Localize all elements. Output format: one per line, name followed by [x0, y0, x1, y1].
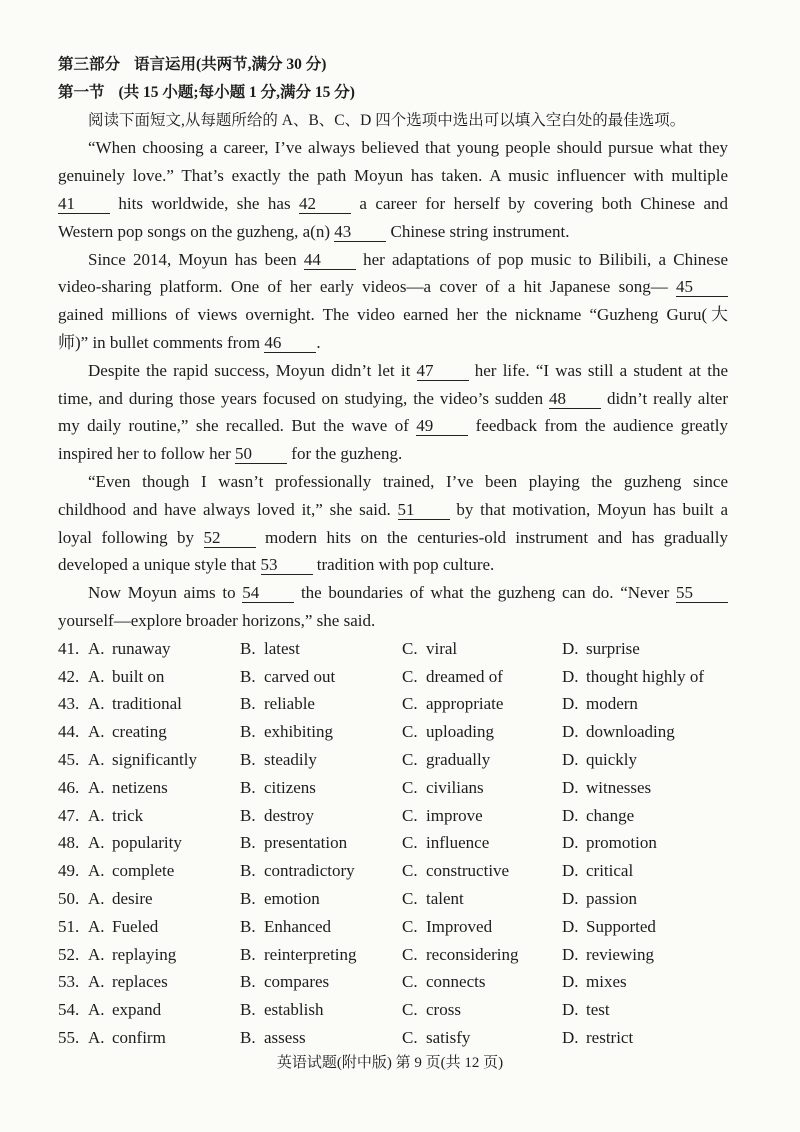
question-number: 49. — [58, 861, 80, 881]
choice-text: reviewing — [586, 944, 654, 964]
choice-text: gradually — [426, 749, 491, 769]
paragraph-5 — [58, 579, 728, 635]
choice-55-C — [402, 1024, 562, 1052]
choice-text: mixes — [586, 972, 627, 992]
choice-letter: D. — [562, 944, 579, 964]
question-number: 52. — [58, 944, 80, 964]
choice-text: modern — [586, 694, 638, 714]
passage-text: inspired her to follow her — [58, 444, 236, 464]
choice-43-A — [88, 690, 240, 718]
choice-letter: A. — [88, 1027, 105, 1047]
choice-54-C — [402, 996, 562, 1024]
choice-text: passion — [586, 888, 637, 908]
choice-41-A — [88, 635, 240, 663]
passage-text: “When choosing a career, I’ve always believed that young people should pursue what they — [88, 138, 728, 158]
passage-text: 师)” in bullet comments from — [58, 332, 265, 352]
question-number: 50. — [58, 888, 80, 908]
blank-52: 52 — [204, 529, 256, 548]
choice-text: contradictory — [264, 861, 355, 881]
choice-42-D — [562, 663, 728, 691]
choice-letter: C. — [402, 722, 418, 742]
choice-letter: A. — [88, 638, 105, 658]
passage-line — [58, 385, 728, 413]
choice-letter: C. — [402, 972, 418, 992]
choice-text: restrict — [586, 1027, 634, 1047]
choice-text: confirm — [112, 1027, 166, 1047]
question-row — [58, 690, 728, 718]
choice-45-A — [88, 746, 240, 774]
question-row — [58, 829, 728, 857]
choice-letter: D. — [562, 972, 579, 992]
choice-letter: D. — [562, 916, 579, 936]
choice-letter: C. — [402, 888, 418, 908]
question-number: 46. — [58, 777, 80, 797]
passage-text: yourself—explore broader horizons,” she said. — [58, 610, 376, 630]
choice-text: quickly — [586, 749, 637, 769]
choice-letter: B. — [240, 1000, 256, 1020]
choice-letter: D. — [562, 833, 579, 853]
choice-48-A — [88, 829, 240, 857]
question-row — [58, 913, 728, 941]
choice-53-D — [562, 968, 728, 996]
choice-letter: D. — [562, 722, 579, 742]
passage-text: genuinely love.” That’s exactly the path Moyun has taken. A music influencer with multiple — [58, 166, 728, 186]
question-row — [58, 1024, 728, 1052]
choice-letter: A. — [88, 722, 105, 742]
choice-letter: D. — [562, 777, 579, 797]
passage-text: a career for herself by covering both Chinese and — [351, 193, 729, 213]
options-list — [58, 635, 728, 1052]
choice-letter: C. — [402, 916, 418, 936]
choice-letter: C. — [402, 749, 418, 769]
passage-line — [58, 134, 728, 162]
question-number: 54. — [58, 1000, 80, 1020]
passage-text: Since 2014, Moyun has been — [88, 249, 304, 269]
choice-text: viral — [426, 638, 458, 658]
choice-letter: A. — [88, 749, 105, 769]
choice-text: netizens — [112, 777, 168, 797]
passage-text: time, and during those years focused on studying, the video’s sudden — [58, 388, 550, 408]
choice-letter: B. — [240, 722, 256, 742]
blank-50: 50 — [235, 445, 287, 464]
choice-text: emotion — [264, 888, 320, 908]
choice-text: compares — [264, 972, 330, 992]
part-label: 第三部分 — [58, 56, 121, 73]
choice-43-B — [240, 690, 402, 718]
question-row — [58, 885, 728, 913]
choice-text: assess — [264, 1027, 306, 1047]
choice-text: complete — [112, 861, 175, 881]
choice-51-B — [240, 913, 402, 941]
question-row — [58, 857, 728, 885]
choice-50-B — [240, 885, 402, 913]
passage-line — [58, 496, 728, 524]
choice-text: establish — [264, 1000, 324, 1020]
choice-44-D — [562, 718, 728, 746]
choice-letter: A. — [88, 694, 105, 714]
choice-45-B — [240, 746, 402, 774]
passage-text: didn’t really alter — [601, 388, 728, 408]
blank-45: 45 — [676, 278, 728, 297]
choice-54-A — [88, 996, 240, 1024]
choice-47-A — [88, 802, 240, 830]
choice-letter: C. — [402, 638, 418, 658]
choice-text: reconsidering — [426, 944, 519, 964]
choice-text: test — [586, 1000, 610, 1020]
passage-line — [58, 440, 728, 468]
choice-letter: A. — [88, 944, 105, 964]
choice-text: reinterpreting — [264, 944, 357, 964]
blank-42: 42 — [299, 195, 351, 214]
choice-41-B — [240, 635, 402, 663]
choice-letter: A. — [88, 666, 105, 686]
choice-letter: B. — [240, 666, 256, 686]
instruction: 阅读下面短文,从每题所给的 A、B、C、D 四个选项中选出可以填入空白处的最佳选项。 — [88, 111, 686, 129]
choice-51-A — [88, 913, 240, 941]
passage-text: the boundaries of what the guzheng can do. “Never — [294, 583, 677, 603]
choice-49-A — [88, 857, 240, 885]
choice-53-A — [88, 968, 240, 996]
choice-49-B — [240, 857, 402, 885]
choice-42-B — [240, 663, 402, 691]
question-number: 53. — [58, 972, 80, 992]
choice-letter: D. — [562, 1027, 579, 1047]
passage-text: feedback from the audience greatly — [468, 416, 728, 436]
passage-text: Now Moyun aims to — [88, 583, 243, 603]
choice-letter: A. — [88, 833, 105, 853]
passage-text: video-sharing platform. One of her early videos—a cover of a hit Japanese song— — [58, 277, 676, 297]
passage-line — [58, 551, 728, 579]
question-row — [58, 996, 728, 1024]
blank-43: 43 — [334, 223, 386, 242]
choice-text: surprise — [586, 638, 640, 658]
choice-50-A — [88, 885, 240, 913]
choice-text: citizens — [264, 777, 316, 797]
choice-55-D — [562, 1024, 728, 1052]
choice-52-A — [88, 941, 240, 969]
choice-letter: B. — [240, 1027, 256, 1047]
choice-text: promotion — [586, 833, 657, 853]
choice-50-D — [562, 885, 728, 913]
passage-line — [58, 246, 728, 274]
choice-letter: C. — [402, 666, 418, 686]
choice-text: built on — [112, 666, 165, 686]
passage-text: Despite the rapid success, Moyun didn’t let it — [88, 360, 417, 380]
passage — [58, 134, 728, 634]
choice-50-C — [402, 885, 562, 913]
paragraph-1 — [58, 134, 728, 245]
choice-55-B — [240, 1024, 402, 1052]
choice-55-A — [88, 1024, 240, 1052]
passage-text: . — [316, 332, 321, 352]
paragraph-4 — [58, 468, 728, 579]
choice-text: witnesses — [586, 777, 652, 797]
passage-text: by that motivation, Moyun has built a — [449, 499, 728, 519]
choice-text: critical — [586, 861, 634, 881]
part-heading — [58, 51, 728, 79]
choice-44-A — [88, 718, 240, 746]
choice-47-B — [240, 802, 402, 830]
choice-49-D — [562, 857, 728, 885]
passage-line — [58, 190, 728, 218]
blank-53: 53 — [261, 556, 313, 575]
choice-text: cross — [426, 1000, 461, 1020]
choice-letter: D. — [562, 666, 579, 686]
passage-text: modern hits on the centuries-old instrument and has gradually — [255, 527, 728, 547]
choice-53-C — [402, 968, 562, 996]
question-number: 42. — [58, 666, 80, 686]
choice-text: change — [586, 805, 635, 825]
choice-letter: B. — [240, 638, 256, 658]
passage-text: her life. “I was still a student at the — [468, 360, 729, 380]
choice-letter: C. — [402, 777, 418, 797]
choice-letter: B. — [240, 833, 256, 853]
passage-line — [58, 607, 728, 635]
choice-text: Enhanced — [264, 916, 332, 936]
question-number: 55. — [58, 1027, 80, 1047]
passage-text: gained millions of views overnight. The video earned her the nickname “Guzheng Guru(大 — [58, 305, 728, 325]
choice-letter: B. — [240, 916, 256, 936]
choice-letter: A. — [88, 861, 105, 881]
choice-text: appropriate — [426, 694, 504, 714]
part-title: 语言运用(共两节,满分 30 分) — [134, 56, 327, 73]
choice-letter: D. — [562, 638, 579, 658]
choice-letter: C. — [402, 944, 418, 964]
subsection-heading — [58, 79, 728, 107]
blank-46: 46 — [264, 334, 316, 353]
question-number: 44. — [58, 722, 80, 742]
choice-46-C — [402, 774, 562, 802]
choice-text: latest — [264, 638, 300, 658]
choice-41-C — [402, 635, 562, 663]
choice-text: talent — [426, 888, 464, 908]
choice-letter: D. — [562, 749, 579, 769]
choice-44-B — [240, 718, 402, 746]
passage-text: childhood and have always loved it,” she said. — [58, 499, 398, 519]
choice-48-D — [562, 829, 728, 857]
choice-52-B — [240, 941, 402, 969]
blank-55: 55 — [676, 584, 728, 603]
choice-text: improve — [426, 805, 483, 825]
paragraph-3 — [58, 357, 728, 468]
choice-letter: D. — [562, 805, 579, 825]
choice-letter: B. — [240, 749, 256, 769]
choice-43-D — [562, 690, 728, 718]
question-row — [58, 968, 728, 996]
passage-text: tradition with pop culture. — [312, 555, 495, 575]
choice-text: satisfy — [426, 1027, 471, 1047]
choice-text: creating — [112, 722, 167, 742]
choice-53-B — [240, 968, 402, 996]
blank-47: 47 — [417, 362, 469, 381]
passage-line — [58, 273, 728, 301]
page-footer: 英语试题(附中版) 第 9 页(共 12 页) — [276, 1055, 504, 1071]
choice-letter: D. — [562, 694, 579, 714]
choice-letter: B. — [240, 861, 256, 881]
choice-text: influence — [426, 833, 490, 853]
choice-text: thought highly of — [586, 666, 705, 686]
choice-text: exhibiting — [264, 722, 333, 742]
question-row — [58, 802, 728, 830]
choice-45-D — [562, 746, 728, 774]
choice-text: trick — [112, 805, 144, 825]
choice-text: steadily — [264, 749, 317, 769]
choice-42-A — [88, 663, 240, 691]
choice-text: Improved — [426, 916, 493, 936]
choice-letter: A. — [88, 805, 105, 825]
blank-54: 54 — [242, 584, 294, 603]
question-row — [58, 663, 728, 691]
choice-letter: C. — [402, 694, 418, 714]
question-number: 41. — [58, 638, 80, 658]
choice-letter: B. — [240, 944, 256, 964]
choice-text: runaway — [112, 638, 171, 658]
passage-line — [58, 524, 728, 552]
subsection-label: 第一节 — [58, 83, 105, 101]
choice-text: constructive — [426, 861, 510, 881]
choice-52-D — [562, 941, 728, 969]
choice-text: dreamed of — [426, 666, 503, 686]
choice-text: uploading — [426, 722, 494, 742]
choice-51-C — [402, 913, 562, 941]
choice-text: downloading — [586, 722, 675, 742]
choice-letter: B. — [240, 972, 256, 992]
choice-text: replaying — [112, 944, 177, 964]
choice-48-B — [240, 829, 402, 857]
choice-text: presentation — [264, 833, 348, 853]
choice-46-B — [240, 774, 402, 802]
choice-letter: A. — [88, 888, 105, 908]
passage-text: loyal following by — [58, 527, 204, 547]
choice-letter: A. — [88, 1000, 105, 1020]
subsection-title: (共 15 小题;每小题 1 分,满分 15 分) — [118, 83, 355, 101]
passage-line — [58, 329, 728, 357]
question-row — [58, 718, 728, 746]
choice-52-C — [402, 941, 562, 969]
choice-letter: A. — [88, 777, 105, 797]
question-row — [58, 635, 728, 663]
choice-letter: B. — [240, 805, 256, 825]
question-number: 45. — [58, 749, 80, 769]
choice-text: significantly — [112, 749, 197, 769]
blank-44: 44 — [304, 251, 356, 270]
question-number: 43. — [58, 694, 80, 714]
choice-46-A — [88, 774, 240, 802]
choice-47-C — [402, 802, 562, 830]
choice-49-C — [402, 857, 562, 885]
choice-text: Fueled — [112, 916, 159, 936]
blank-48: 48 — [549, 390, 601, 409]
choice-letter: D. — [562, 888, 579, 908]
question-number: 47. — [58, 805, 80, 825]
choice-letter: C. — [402, 833, 418, 853]
passage-line — [58, 301, 728, 329]
choice-text: desire — [112, 888, 153, 908]
page-content — [58, 51, 728, 1052]
choice-54-B — [240, 996, 402, 1024]
choice-letter: B. — [240, 694, 256, 714]
choice-41-D — [562, 635, 728, 663]
passage-text: Chinese string instrument. — [386, 221, 570, 241]
question-row — [58, 941, 728, 969]
blank-49: 49 — [416, 417, 468, 436]
choice-letter: D. — [562, 861, 579, 881]
choice-47-D — [562, 802, 728, 830]
passage-text: Western pop songs on the guzheng, a(n) — [58, 221, 335, 241]
passage-line — [58, 162, 728, 190]
choice-letter: B. — [240, 888, 256, 908]
choice-text: popularity — [112, 833, 182, 853]
passage-text: “Even though I wasn’t professionally trained, I’ve been playing the guzheng since — [88, 471, 728, 491]
blank-41: 41 — [58, 195, 110, 214]
choice-letter: C. — [402, 861, 418, 881]
question-row — [58, 774, 728, 802]
passage-line — [58, 218, 728, 246]
choice-54-D — [562, 996, 728, 1024]
choice-44-C — [402, 718, 562, 746]
passage-text: for the guzheng. — [287, 444, 403, 464]
passage-text: her adaptations of pop music to Bilibili, a Chinese — [355, 249, 728, 269]
choice-text: traditional — [112, 694, 182, 714]
choice-letter: A. — [88, 972, 105, 992]
choice-46-D — [562, 774, 728, 802]
choice-text: expand — [112, 1000, 162, 1020]
blank-51: 51 — [398, 501, 450, 520]
choice-text: connects — [426, 972, 486, 992]
choice-48-C — [402, 829, 562, 857]
choice-text: replaces — [112, 972, 168, 992]
choice-letter: A. — [88, 916, 105, 936]
passage-line — [58, 412, 728, 440]
choice-51-D — [562, 913, 728, 941]
passage-text: developed a unique style that — [58, 555, 261, 575]
choice-text: carved out — [264, 666, 336, 686]
choice-text: destroy — [264, 805, 315, 825]
choice-43-C — [402, 690, 562, 718]
choice-text: civilians — [426, 777, 484, 797]
choice-42-C — [402, 663, 562, 691]
choice-letter: C. — [402, 805, 418, 825]
choice-letter: C. — [402, 1000, 418, 1020]
passage-line — [58, 357, 728, 385]
passage-line — [58, 579, 728, 607]
question-number: 48. — [58, 833, 80, 853]
choice-letter: C. — [402, 1027, 418, 1047]
choice-45-C — [402, 746, 562, 774]
passage-line — [58, 468, 728, 496]
choice-text: reliable — [264, 694, 315, 714]
choice-letter: B. — [240, 777, 256, 797]
question-number: 51. — [58, 916, 80, 936]
passage-text: my daily routine,” she recalled. But the wave of — [58, 416, 417, 436]
question-row — [58, 746, 728, 774]
paragraph-2 — [58, 246, 728, 357]
choice-text: Supported — [586, 916, 656, 936]
choice-letter: D. — [562, 1000, 579, 1020]
passage-text: hits worldwide, she has — [110, 193, 299, 213]
